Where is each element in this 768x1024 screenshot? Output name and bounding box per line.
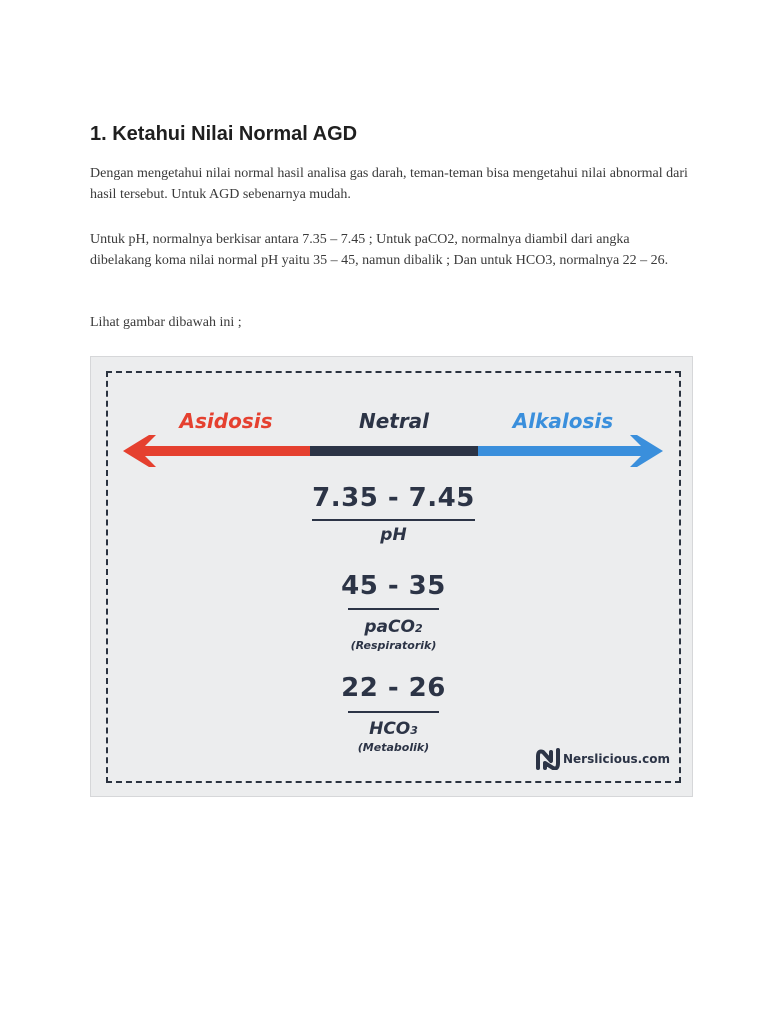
- paco2-label: [321, 617, 466, 637]
- paco2-divider: [348, 608, 439, 610]
- paco2-note: (Respiratorik): [350, 639, 437, 652]
- ph-range: 7.35 - 7.45: [312, 483, 475, 513]
- ph-scale-arrow: [123, 433, 663, 469]
- normal-values-paragraph: Untuk pH, normalnya berkisar antara 7.35 – 7.45 ; Untuk paCO2, normalnya diambil dari angka dibelakang koma nilai normal pH yaitu 35 – 45, namun dibalik ; Dan untuk HCO3, normalnya 22 – 26.: [90, 232, 669, 268]
- alkaline-segment: [478, 446, 648, 456]
- netral-label: Netral: [358, 409, 430, 433]
- acid-segment: [138, 446, 310, 456]
- ph-label: pH: [380, 525, 407, 545]
- brand-text: Nerslicious.com: [563, 752, 671, 766]
- intro-paragraph: Dengan mengetahui nilai normal hasil analisa gas darah, teman-teman bisa mengetahui nilai abnormal dari hasil tersebut. Untuk AGD sebenarnya mudah.: [90, 166, 688, 202]
- nerslicious-logo-icon: [536, 748, 560, 770]
- hco3-note: (Metabolik): [357, 741, 430, 754]
- paco2-label-subscript: 2: [414, 622, 423, 635]
- hco3-label-main: HCO: [369, 719, 411, 739]
- hco3-label: [321, 719, 466, 739]
- ph-divider: [312, 519, 475, 521]
- brand-watermark: [536, 748, 670, 770]
- neutral-segment: [310, 446, 478, 456]
- section-heading: 1. Ketahui Nilai Normal AGD: [90, 123, 358, 145]
- alkalosis-label: Alkalosis: [512, 409, 614, 433]
- hco3-divider: [348, 711, 439, 713]
- see-image-paragraph: Lihat gambar dibawah ini ;: [90, 315, 242, 330]
- hco3-label-subscript: 3: [410, 724, 418, 737]
- agd-normal-values-figure: [90, 356, 693, 797]
- asidosis-label: Asidosis: [179, 409, 273, 433]
- hco3-range: 22 - 26: [341, 673, 446, 703]
- paco2-label-main: paCO: [364, 617, 415, 637]
- paco2-range: 45 - 35: [341, 571, 446, 601]
